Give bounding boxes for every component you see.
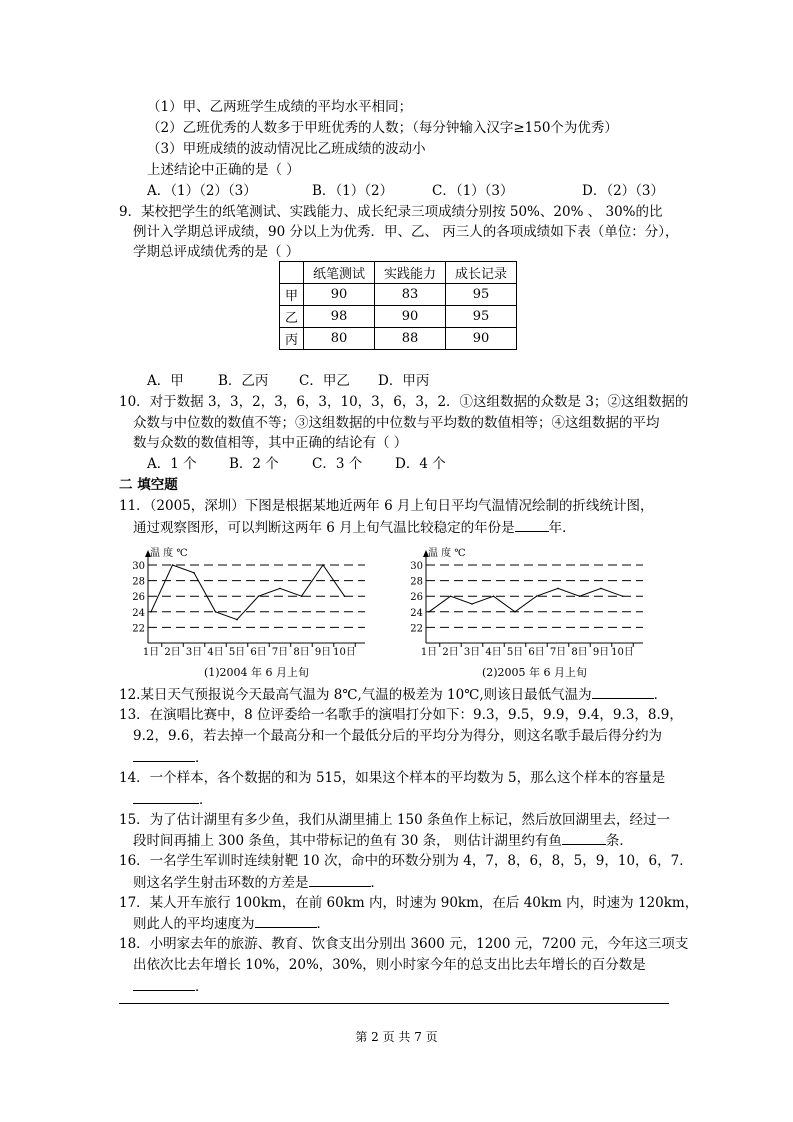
data-point: [471, 603, 473, 605]
data-point: [236, 619, 238, 621]
x-tick-label: 8日: [293, 647, 310, 658]
q15-line-1: 15．为了估计湖里有多少鱼，我们从湖里捕上 150 条鱼作上标记，然后放回湖里去，经过一: [119, 812, 671, 828]
q9-option-d: D．甲丙: [378, 373, 430, 389]
q16-line-1: 16．一名学生军训时连续射靶 10 次，命中的环数分别为 4，7，8，6，8，5，9，10，6，7．: [119, 853, 693, 869]
score-table: [279, 261, 517, 350]
data-point: [514, 611, 516, 613]
q11-line-2: [133, 517, 576, 538]
q12-line: [119, 684, 667, 705]
x-tick-label: 3日: [463, 647, 481, 658]
data-point: [536, 595, 538, 597]
line-chart-2005: [398, 542, 658, 682]
x-tick-label: 2日: [442, 647, 459, 658]
y-axis-label: 温 度 ℃: [428, 548, 466, 559]
q18-line-3: [133, 976, 209, 997]
y-tick-label: 24: [410, 607, 423, 619]
q8-option-c: C．（1）（3）: [432, 183, 514, 199]
y-tick-label: 30: [410, 561, 423, 572]
q17-line-2: [133, 913, 330, 934]
table-cell: 95: [446, 284, 517, 306]
data-point: [322, 564, 324, 566]
section-title: 二 填空题: [119, 477, 178, 493]
table-cell: 98: [304, 306, 375, 328]
x-tick-label: 3日: [185, 647, 203, 658]
q10-line-2: 众数与中位数的数值不等；③这组数据的中位数与平均数的数值相等；④这组数据的平均: [133, 415, 660, 431]
x-tick-label: 10日: [333, 647, 356, 658]
x-tick-label: 5日: [506, 647, 524, 658]
footer-divider: [119, 1003, 669, 1004]
q8-option-a: A．（1）（2）（3）: [147, 183, 257, 199]
x-tick-label: 8日: [571, 647, 588, 658]
data-point: [215, 611, 217, 613]
table-cell: 80: [304, 328, 375, 350]
table-cell: 95: [446, 306, 517, 328]
answer-blank: [133, 789, 199, 804]
answer-blank: [592, 684, 654, 699]
q16-text: 则这名学生射击环数的方差是: [133, 875, 309, 891]
q15-line-2: [133, 830, 633, 851]
q16-line-2: [133, 872, 384, 893]
q8-option-b: B．（1）（2）: [312, 183, 394, 199]
q16-end: ．: [370, 875, 384, 891]
data-point: [150, 611, 152, 613]
chart-title: (1)2004 年 6 月上旬: [203, 666, 310, 679]
table-cell: 90: [304, 284, 375, 306]
table-cell: 88: [375, 328, 446, 350]
y-tick-label: 28: [132, 576, 145, 588]
x-tick-label: 6日: [528, 647, 545, 658]
q8-option-d: D．（2）（3）: [582, 183, 665, 199]
q13-line-1: 13．在演唱比赛中，8 位评委给一名歌手的演唱打分如下：9.3，9.5，9.9，9.4，9.3，8.9，: [119, 707, 683, 723]
y-axis-label: 温 度 ℃: [150, 548, 188, 559]
q17-line-1: 17．某人开车旅行 100km，在前 60km 内，时速为 90km，在后 40km 内，时速为 120km，: [119, 895, 699, 911]
q18-line-2: 出依次比去年增长 10%，20%，30%，则小时家今年的总支出比去年增长的百分数是: [133, 957, 646, 973]
answer-blank: [133, 747, 195, 762]
line-chart-2004: [120, 542, 380, 682]
q10-line-1: 10．对于数据 3，3，2，3，6，3，10，3，6，3，2．①这组数据的众数是 3；②这组数据的: [119, 394, 689, 410]
table-row: [280, 328, 517, 350]
data-point: [493, 595, 495, 597]
q14-line-2: [133, 789, 213, 810]
q18-line-1: 18．小明家去年的旅游、教育、饮食支出分别出 3600 元，1200 元，7200 元，今年这三项支: [119, 936, 689, 952]
x-tick-label: 9日: [592, 647, 610, 658]
x-tick-label: 7日: [271, 647, 289, 658]
y-tick-label: 22: [410, 623, 423, 635]
table-cell: 乙: [280, 306, 304, 328]
q8-statement-2: （2）乙班优秀的人数多于甲班优秀的人数；（每分钟输入汉字≥150个为优秀）: [147, 120, 618, 136]
x-tick-label: 1日: [142, 647, 160, 658]
x-tick-label: 6日: [250, 647, 267, 658]
q14-line-1: 14．一个样本，各个数据的和为 515，如果这个样本的平均数为 5，那么这个样本的容量是: [119, 770, 666, 786]
table-header-cell: 纸笔测试: [304, 262, 375, 284]
answer-blank: [309, 872, 371, 887]
x-tick-label: 2日: [164, 647, 181, 658]
x-tick-label: 10日: [611, 647, 634, 658]
q18-end: ．: [195, 979, 209, 995]
table-row: [280, 306, 517, 328]
q10-option-a: A．1 个: [147, 456, 197, 472]
data-point: [344, 595, 346, 597]
data-point: [258, 595, 260, 597]
q9-line-2: 例计入学期总评成绩，90 分以上为优秀．甲、乙、 丙三人的各项成绩如下表（单位：分），: [133, 224, 679, 240]
q12-text: 12.某日天气预报说今天最高气温为 8℃,气温的极差为 10℃,则该日最低气温为: [119, 687, 592, 703]
data-point: [579, 595, 581, 597]
table-header-cell: [280, 262, 304, 284]
q8-prompt: 上述结论中正确的是（ ）: [147, 162, 300, 178]
q15-suffix: 条．: [605, 833, 633, 849]
q13-line-3: [133, 747, 209, 768]
data-point: [301, 595, 303, 597]
q8-statement-3: （3）甲班成绩的波动情况比乙班成绩的波动小: [147, 141, 426, 157]
y-tick-label: 26: [410, 592, 423, 604]
data-point: [450, 595, 452, 597]
table-cell: 83: [375, 284, 446, 306]
y-tick-label: 28: [410, 576, 423, 588]
q11-text: 通过观察图形，可以判断这两年 6 月上旬气温比较稳定的年份是: [133, 520, 515, 536]
q9-option-c: C．甲乙: [299, 373, 350, 389]
q9-line-1: 9．某校把学生的纸笔测试、实践能力、成长纪录三项成绩分别按 50%、20% 、 30%的比: [119, 204, 663, 220]
page-number: 第 2 页 共 7 页: [355, 1030, 438, 1044]
q12-end: ．: [653, 687, 668, 703]
table-cell: 甲: [280, 284, 304, 306]
q8-statement-1: （1）甲、乙两班学生成绩的平均水平相同；: [147, 99, 413, 115]
data-point: [193, 572, 195, 574]
table-cell: 90: [375, 306, 446, 328]
q17-end: ．: [316, 916, 330, 932]
chart-title: (2)2005 年 6 月上旬: [481, 666, 588, 679]
q9-option-a: A．甲: [147, 373, 184, 389]
q10-option-c: C．3 个: [312, 456, 363, 472]
q10-option-d: D．4 个: [395, 456, 446, 472]
q11-suffix: 年．: [548, 520, 576, 536]
y-tick-label: 24: [132, 607, 145, 619]
table-header-cell: 实践能力: [375, 262, 446, 284]
data-point: [622, 595, 624, 597]
table-header-row: [280, 262, 517, 284]
y-tick-label: 26: [132, 592, 145, 604]
q14-end: ．: [199, 792, 213, 808]
q13-line-2: 9.2，9.6，若去掉一个最高分和一个最低分后的平均分为得分，则这名歌手最后得分约为: [133, 728, 662, 744]
q15-text: 段时间再捕上 300 条鱼，其中带标记的鱼有 30 条， 则估计湖里约有鱼: [133, 833, 562, 849]
data-point: [428, 611, 430, 613]
data-point: [557, 588, 559, 590]
x-tick-label: 5日: [228, 647, 246, 658]
x-tick-label: 7日: [549, 647, 567, 658]
q17-text: 则此人的平均速度为: [133, 916, 255, 932]
data-point: [172, 564, 174, 566]
q10-line-3: 数与众数的数值相等，其中正确的结论有（ ）: [133, 435, 408, 451]
table-header-cell: 成长记录: [446, 262, 517, 284]
q9-option-b: B．乙丙: [218, 373, 269, 389]
x-tick-label: 4日: [207, 647, 224, 658]
answer-blank: [255, 913, 317, 928]
q10-option-b: B．2 个: [229, 456, 279, 472]
answer-blank: [515, 517, 549, 532]
x-tick-label: 9日: [314, 647, 332, 658]
x-tick-label: 1日: [420, 647, 438, 658]
table-row: [280, 284, 517, 306]
q9-line-3: 学期总评成绩优秀的是（ ）: [133, 244, 300, 260]
answer-blank: [133, 976, 195, 991]
q13-end: ．: [195, 750, 209, 766]
data-point: [600, 588, 602, 590]
q11-line-1: 11．（2005，深圳）下图是根据某地近两年 6 月上旬日平均气温情况绘制的折线统计图，: [119, 498, 654, 514]
x-tick-label: 4日: [485, 647, 502, 658]
answer-blank: [562, 830, 606, 845]
y-tick-label: 30: [132, 561, 145, 572]
data-line: [429, 588, 623, 611]
table-cell: 90: [446, 328, 517, 350]
data-point: [279, 588, 281, 590]
table-cell: 丙: [280, 328, 304, 350]
y-tick-label: 22: [132, 623, 145, 635]
